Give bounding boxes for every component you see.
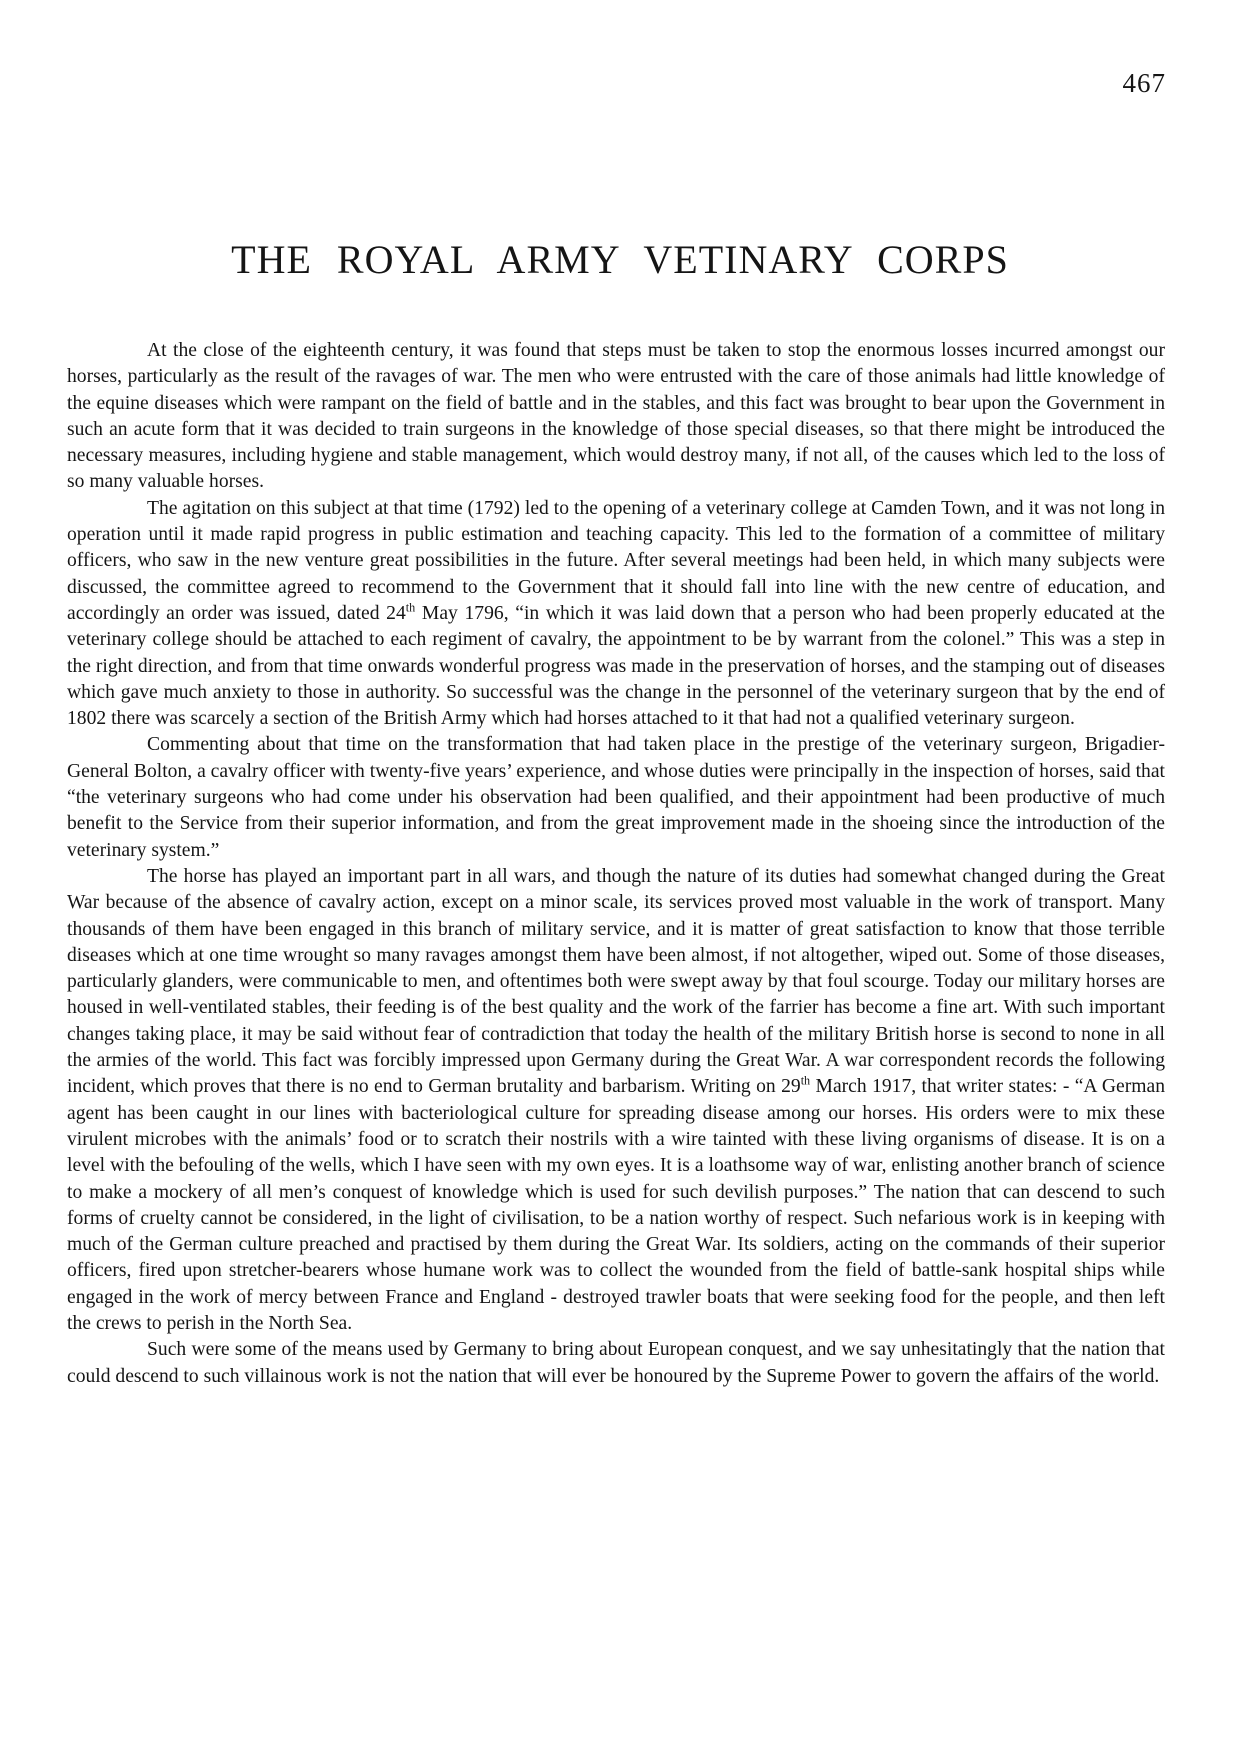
ordinal-superscript: th bbox=[800, 1073, 811, 1088]
paragraph-1: At the close of the eighteenth century, it was found that steps must be taken to stop the enormous losses incurred amongst our horses, particularly as the result of the ravages of war. The men who were entrusted with the care of those animals had little knowledge of the equine diseases which were rampant on the field of battle and in the stables, and this fact was brought to bear upon the Government in such an acute form that it was decided to train surgeons in the knowledge of those special diseases, so that there might be introduced the necessary measures, including hygiene and stable management, which would destroy many, if not all, of the causes which led to the loss of so many valuable horses. bbox=[67, 340, 1165, 493]
paragraph-4: The horse has played an important part in all wars, and though the nature of its duties had somewhat changed during the Great War because of the absence of cavalry action, except on a minor scale, its services proved most valuable in the work of transport. Many thousands of them have been engaged in this branch of military service, and it is matter of great satisfaction to know that those terrible diseases which at one time wrought so many ravages amongst them have been almost, if not altogether, wiped out. Some of those diseases, particularly glanders, were communicable to men, and oftentimes both were swept away by that foul scourge. Today our military horses are housed in well-ventilated stables, their feeding is of the best quality and the work of the farrier has become a fine art. With such important changes taking place, it may be said without fear of contradiction that today the health of the military British horse is second to none in all the armies of the world. This fact was forcibly impressed upon Germany during the Great War. A war correspondent records the following incident, which proves that there is no end to German brutality and barbarism. Writing on 29th March 1917, that writer states: - “A German agent has been caught in our lines with bacteriological culture for spreading disease among our horses. His orders were to mix these virulent microbes with the animals’ food or to scratch their nostrils with a wire tainted with these living organisms of disease. It is on a level with the befouling of the wells, which I have seen with my own eyes. It is a loathsome way of war, enlisting another branch of science to make a mockery of all men’s conquest of knowledge which is used for such devilish purposes.” The nation that can descend to such forms of cruelty cannot be considered, in the light of civilisation, to be a nation worthy of respect. Such nefarious work is in keeping with much of the German culture preached and practised by them during the Great War. Its soldiers, acting on the commands of their superior officers, fired upon stretcher-bearers whose humane work was to collect the wounded from the field of battle-sank hospital ships while engaged in the work of mercy between France and England - destroyed trawler boats that were seeking food for the people, and then left the crews to perish in the North Sea. bbox=[67, 865, 1165, 1334]
paragraph-5: Such were some of the means used by Germany to bring about European conquest, and we say unhesitatingly that the nation that could descend to such villainous work is not the nation that will ever be honoured by the Supreme Power to govern the affairs of the world. bbox=[67, 1339, 1165, 1387]
ordinal-superscript: th bbox=[405, 600, 416, 615]
paragraph-3: Commenting about that time on the transformation that had taken place in the prestige of the veterinary surgeon, Brigadier-General Bolton, a cavalry officer with twenty-five years’ experience, and whose duties were principally in the inspection of horses, said that “the veterinary surgeons who had come under his observation had been qualified, and their appointment had been productive of much benefit to the Service from their superior information, and from the great improvement made in the shoeing since the introduction of the veterinary system.” bbox=[67, 734, 1165, 861]
page-number: 467 bbox=[1122, 68, 1166, 98]
document-title: THE ROYAL ARMY VETINARY CORPS bbox=[231, 237, 1009, 282]
document-body bbox=[67, 338, 1165, 1390]
paragraph-2: The agitation on this subject at that time (1792) led to the opening of a veterinary college at Camden Town, and it was not long in operation until it made rapid progress in public estimation and teaching capacity. This led to the formation of a committee of military officers, who saw in the new venture great possibilities in the future. After several meetings had been held, in which many subjects were discussed, the committee agreed to recommend to the Government that it should fall into line with the new centre of education, and accordingly an order was issued, dated 24th May 1796, “in which it was laid down that a person who had been properly educated at the veterinary college should be attached to each regiment of cavalry, the appointment to be by warrant from the colonel.” This was a step in the right direction, and from that time onwards wonderful progress was made in the preservation of horses, and the stamping out of diseases which gave much anxiety to those in authority. So successful was the change in the personnel of the veterinary surgeon that by the end of 1802 there was scarcely a section of the British Army which had horses attached to it that had not a qualified veterinary surgeon. bbox=[67, 497, 1165, 730]
